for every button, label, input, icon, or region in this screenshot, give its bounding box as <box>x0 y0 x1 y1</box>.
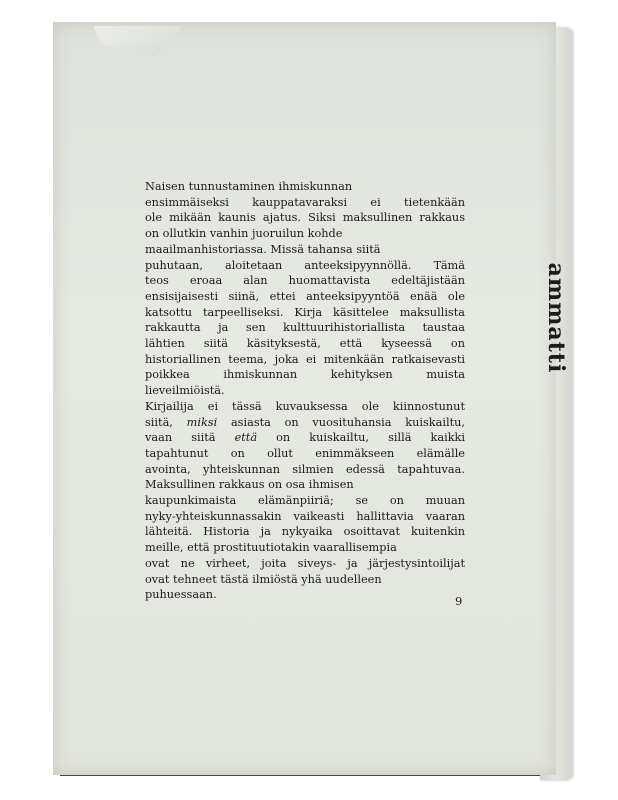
text-line <box>145 195 465 211</box>
text-segment: poikkea ihmiskunnan kehityksen muista <box>145 368 465 382</box>
text-segment: maailmanhistoriassa. Missä tahansa siitä <box>145 242 381 256</box>
page-number: 9 <box>455 594 463 608</box>
text-segment: historiallinen teema, joka ei mitenkään ratkaisevasti <box>145 352 465 366</box>
italic-word: että <box>234 431 258 445</box>
text-segment: siitä, <box>145 415 187 429</box>
text-line <box>145 320 465 336</box>
text-line <box>145 399 465 415</box>
text-segment: nyky-yhteiskunnassakin vaikeasti hallittavia vaaran <box>145 509 465 523</box>
text-line <box>145 572 465 588</box>
text-line <box>145 226 465 242</box>
text-line <box>145 352 465 368</box>
text-line <box>145 524 465 540</box>
text-segment: ensisijaisesti siinä, ettei anteeksipyyntöä enää ole <box>145 289 465 303</box>
text-line <box>145 587 465 603</box>
text-segment: lähtien siitä käsityksestä, että kyseessä on <box>145 337 465 351</box>
text-line <box>145 509 465 525</box>
text-segment: Maksullinen rakkaus on osa ihmisen <box>145 478 354 492</box>
text-line <box>145 383 465 399</box>
text-segment: on ollutkin vanhin juoruilun kohde <box>145 227 343 241</box>
italic-word: miksi <box>186 415 218 429</box>
text-segment: katsottu tarpeelliseksi. Kirja käsittelee maksullista <box>145 305 465 319</box>
text-line <box>145 336 465 352</box>
text-line <box>145 493 465 509</box>
text-segment: meille, että prostituutiotakin vaarallisempia <box>145 541 397 555</box>
text-line <box>145 367 465 383</box>
text-line <box>145 289 465 305</box>
text-line <box>145 179 465 195</box>
text-line <box>145 210 465 226</box>
text-segment: avointa, yhteiskunnan silmien edessä tapahtuvaa. <box>145 462 465 476</box>
text-segment: on kuiskailtu, sillä kaikki <box>257 431 466 445</box>
text-segment: Kirjailija ei tässä kuvauksessa ole kiinnostunut <box>145 399 465 413</box>
text-line <box>145 258 465 274</box>
spine-title: ammatti <box>543 262 569 374</box>
text-segment: kaupunkimaista elämänpiiriä; se on muuan <box>145 494 465 508</box>
text-line <box>145 415 465 431</box>
text-line <box>145 540 465 556</box>
text-segment: lieveilmiöistä. <box>145 384 225 398</box>
text-line <box>145 462 465 478</box>
text-line <box>145 477 465 493</box>
text-segment: tapahtunut on ollut enimmäkseen elämälle <box>145 446 465 460</box>
text-line <box>145 446 465 462</box>
text-line <box>145 242 465 258</box>
text-segment: puhuessaan. <box>145 588 217 602</box>
cover-wear-mark <box>93 26 183 56</box>
text-line <box>145 273 465 289</box>
text-segment: rakkautta ja sen kulttuurihistoriallista taustaa <box>145 321 465 335</box>
text-segment: puhutaan, aloitetaan anteeksipyynnöllä. Tämä <box>145 258 465 272</box>
text-segment: lähteitä. Historia ja nykyaika osoittavat kuitenkin <box>145 525 465 539</box>
text-segment: teos eroaa alan huomattavista edeltäjistään <box>145 274 465 288</box>
text-line <box>145 305 465 321</box>
text-segment: ensimmäiseksi kauppatavaraksi ei tietenkään <box>145 195 465 209</box>
text-segment: ovat ne virheet, joita siveys- ja järjestysintoilijat <box>145 556 465 570</box>
text-segment: ole mikään kaunis ajatus. Siksi maksullinen rakkaus <box>145 211 465 225</box>
text-segment: Naisen tunnustaminen ihmiskunnan <box>145 180 353 193</box>
text-line <box>145 556 465 572</box>
text-segment: asiasta on vuosituhansia kuiskailtu, <box>217 415 465 429</box>
text-line <box>145 430 465 446</box>
blurb-text <box>145 179 465 603</box>
text-segment: vaan siitä <box>145 431 235 445</box>
text-segment: ovat tehneet tästä ilmiöstä yhä uudelleen <box>145 572 382 586</box>
